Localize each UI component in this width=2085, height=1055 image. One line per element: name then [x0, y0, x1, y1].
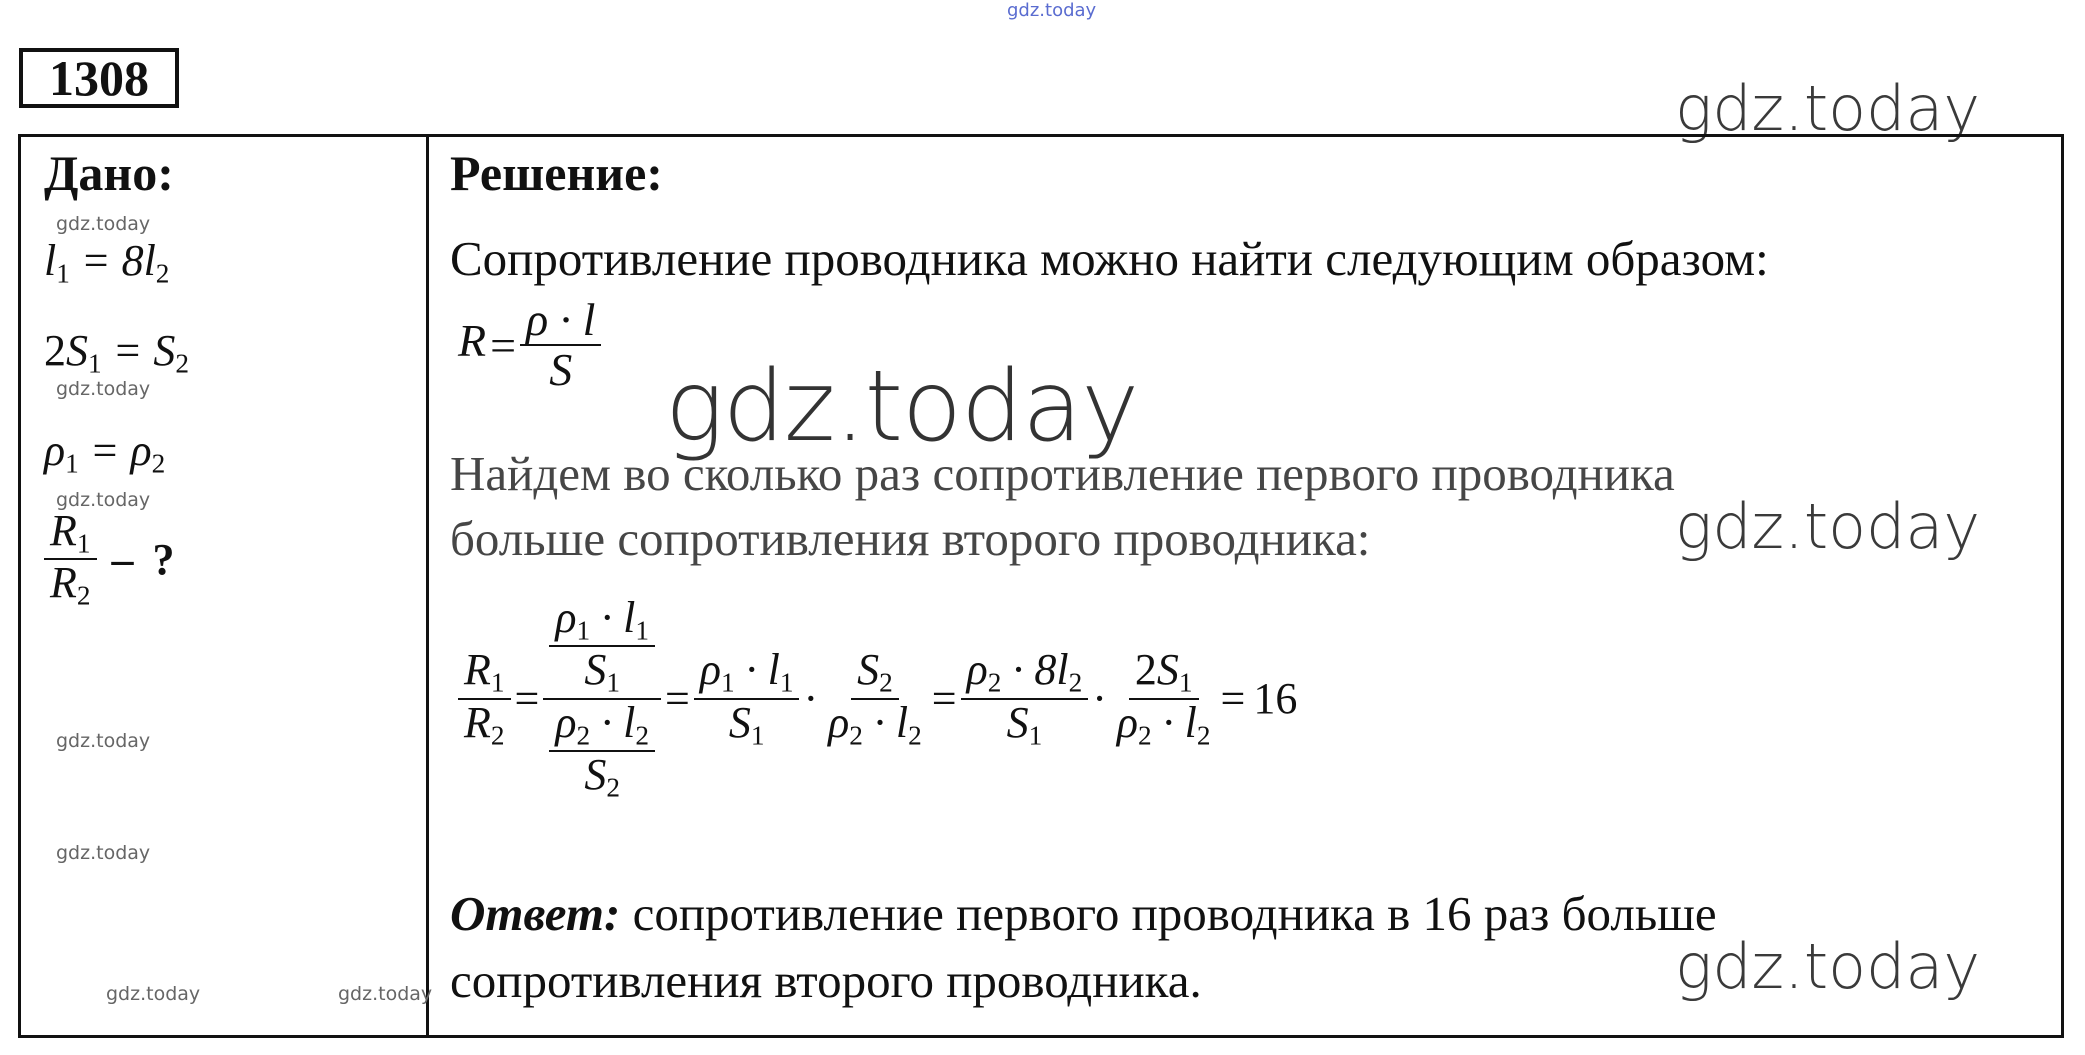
watermark-bottom-right: gdz.today — [1675, 930, 1981, 1003]
answer-line1: сопротивление первого проводника в 16 раз больше — [632, 886, 1717, 941]
given-resistivity: $\rho_1 = \rho_2$ — [44, 426, 166, 479]
solution-step-line1: Найдем во сколько раз сопротивление первого проводника — [450, 446, 1675, 501]
watermark-center: gdz.today — [665, 350, 1139, 464]
solution-intro: Сопротивление проводника можно найти следующим образом: — [450, 231, 1769, 286]
solution-header: Решение: — [450, 145, 663, 201]
given-area-relation: $2S_1 = S_2$ — [44, 326, 189, 379]
answer-line1-wrap — [450, 885, 1717, 942]
solution-step-line2: больше сопротивления второго проводника: — [450, 511, 1371, 566]
given-length-ratio: $l_1 = 8l_2$ — [44, 236, 170, 289]
problem-number: 1308 — [19, 48, 179, 108]
find-question: ? — [152, 534, 175, 584]
resistance-formula: R= $\frac{\rho \cdot l}{S}$ — [458, 296, 601, 395]
answer-label: Ответ: — [450, 886, 621, 941]
watermark-given-6: gdz.today — [106, 983, 201, 1005]
watermark-given-2: gdz.today — [56, 378, 151, 400]
ratio-derivation: $\frac{R_1}{R_2}$ = $\frac{\frac{\rho_1 \cdot l_1}{S_1}}{\frac{\rho_2 \cdot l_2}{S_2}}$ = $\frac{\rho_1 \cdot l_1}{S_1}$ · $\frac{S_2}{\rho_2 \cdot l_2}$ = $\frac{\rho_2 \cdot 8l_2}{S_1}$ · $\frac{2S_1}{\rho_2 \cdot l_2}$ = 16 — [458, 595, 1301, 802]
result-value: 16 — [1253, 674, 1298, 724]
watermark-right-middle: gdz.today — [1675, 490, 1981, 563]
watermark-given-3: gdz.today — [56, 489, 151, 511]
watermark-given-5: gdz.today — [56, 842, 151, 864]
column-divider — [426, 134, 429, 1038]
given-find: $\frac{R_1}{R_2}$ – ? — [44, 508, 179, 611]
watermark-top: gdz.today — [1007, 0, 1097, 21]
answer-line2: сопротивления второго проводника. — [450, 953, 1202, 1008]
given-header: Дано: — [44, 145, 174, 201]
watermark-given-1: gdz.today — [56, 213, 151, 235]
watermark-given-7: gdz.today — [338, 983, 433, 1005]
watermark-given-4: gdz.today — [56, 730, 151, 752]
watermark-top-right: gdz.today — [1675, 72, 1981, 145]
